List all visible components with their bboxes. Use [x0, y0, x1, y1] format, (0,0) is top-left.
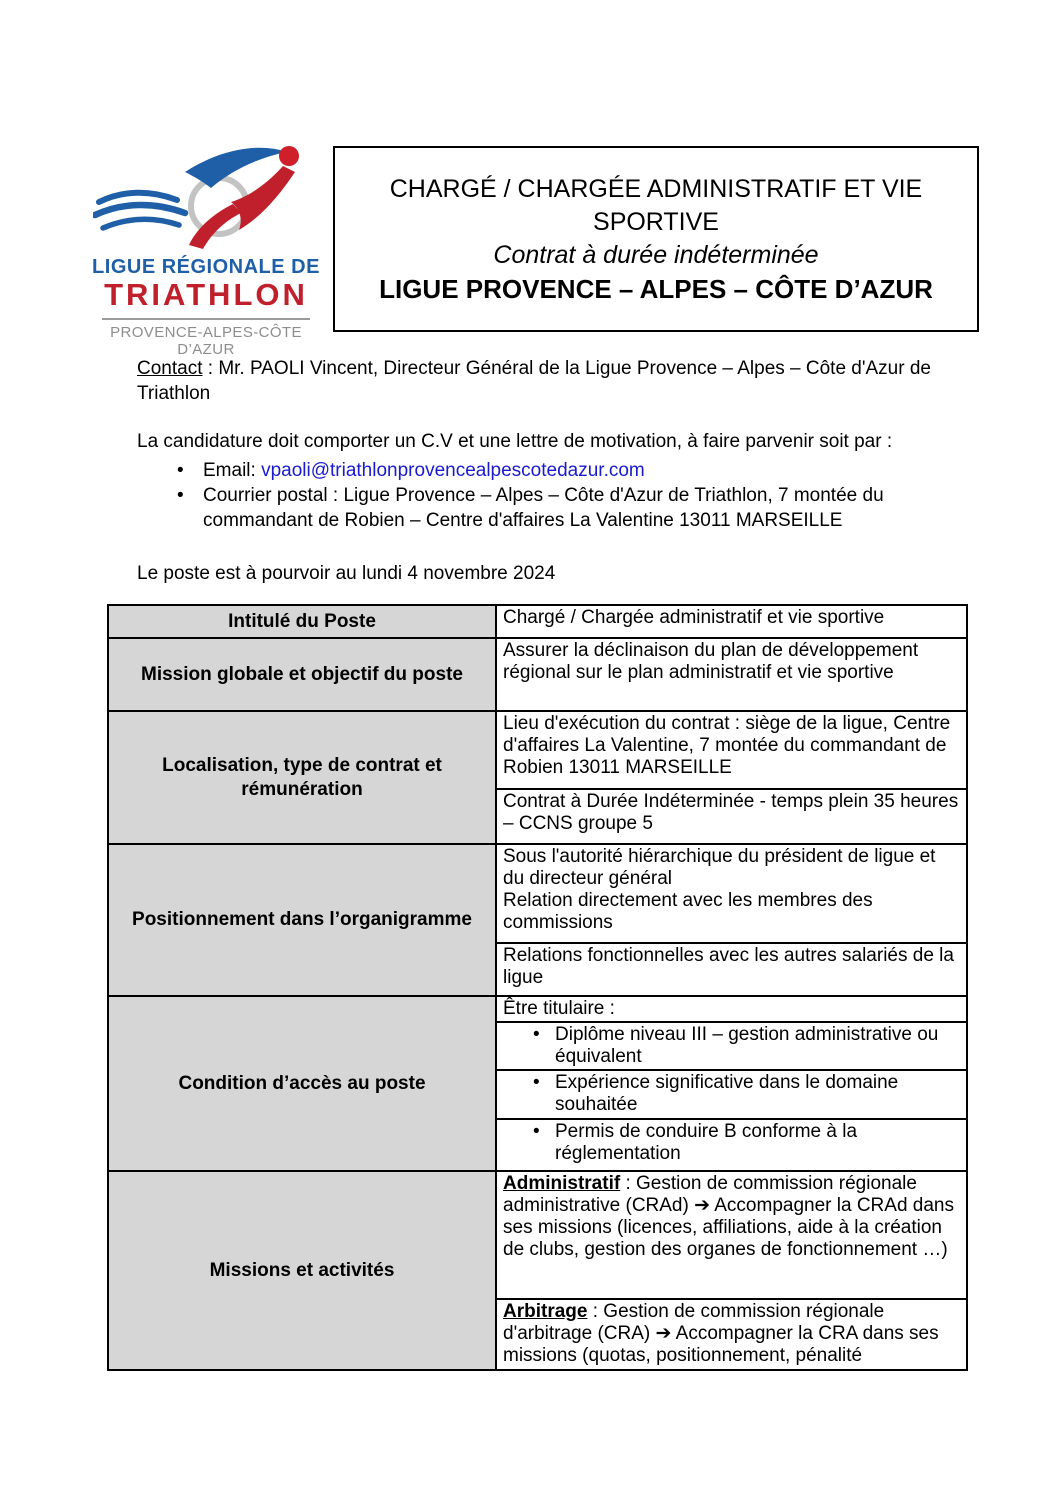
row-header: Positionnement dans l’organigramme	[109, 845, 497, 995]
table-cell: Lieu d'exécution du contrat : siège de la ligue, Centre d'affaires La Valentine, 7 montée du commandant de Robien 13011 MARSEILLE	[497, 712, 966, 790]
table-row	[109, 639, 966, 712]
bullet-icon: •	[177, 485, 184, 506]
table-cell: Relations fonctionnelles avec les autres salariés de la ligue	[503, 945, 954, 988]
contract-type-subtitle: Contrat à durée indéterminée	[493, 240, 819, 269]
logo-text-line3: PROVENCE-ALPES-CÔTE D’AZUR	[110, 323, 302, 358]
row-header: Mission globale et objectif du poste	[109, 639, 497, 710]
cell-lead-word: Administratif	[503, 1173, 621, 1194]
table-cell	[497, 1300, 966, 1369]
table-row	[109, 1172, 966, 1369]
bullet-icon: •	[533, 1072, 540, 1093]
table-cell: Être titulaire :	[497, 997, 966, 1023]
cell-line: Sous l'autorité hiérarchique du président de ligue et du directeur général	[503, 846, 936, 889]
row-header: Condition d’accès au poste	[109, 997, 497, 1170]
postal-address: Courrier postal : Ligue Provence – Alpes – Côte d'Azur de Triathlon, 7 montée du commandant de Robien – Centre d'affaires La Valentine 13011 MARSEILLE	[203, 485, 884, 531]
triathlon-logo-graphic	[93, 142, 319, 254]
bullet-icon: •	[533, 1024, 540, 1045]
table-row	[109, 606, 966, 639]
cell-text: : Gestion de commission régionale d'arbitrage (CRA) ➔ Accompagner la CRA dans ses missions (quotas, positionnement, pénalité	[503, 1301, 939, 1366]
table-row	[109, 997, 966, 1172]
list-item-postal	[137, 483, 987, 533]
cell-text: : Gestion de commission régionale administrative (CRAd) ➔ Accompagner la CRAd dans ses missions (licences, affiliations, aide à la création de clubs, gestion des organes de fonctionnement …)	[503, 1173, 954, 1260]
bullet-text: Diplôme niveau III – gestion administrative ou équivalent	[555, 1024, 939, 1067]
row-header: Localisation, type de contrat et rémunération	[109, 712, 497, 843]
row-header: Missions et activités	[109, 1172, 497, 1369]
contact-text: : Mr. PAOLI Vincent, Directeur Général de la Ligue Provence – Alpes – Côte d'Azur de Triathlon	[137, 358, 931, 404]
table-cell	[497, 1172, 966, 1300]
email-link[interactable]: vpaoli@triathlonprovencealpescotedazur.com	[261, 460, 645, 481]
contact-paragraph	[137, 356, 957, 406]
bullet-text: Expérience significative dans le domaine souhaitée	[555, 1072, 899, 1115]
job-title-box	[333, 146, 979, 332]
league-logo	[86, 142, 326, 358]
contact-label: Contact	[137, 358, 203, 379]
list-item-email	[137, 458, 987, 483]
application-instructions: La candidature doit comporter un C.V et une lettre de motivation, à faire parvenir soit par :	[137, 431, 893, 452]
table-row	[109, 712, 966, 845]
table-row	[109, 845, 966, 997]
cell-line: Relation directement avec les membres des commissions	[503, 890, 873, 933]
application-channels-list	[137, 458, 987, 533]
bullet-text: Permis de conduire B conforme à la réglementation	[555, 1121, 858, 1164]
league-name-title: LIGUE PROVENCE – ALPES – CÔTE D’AZUR	[379, 273, 933, 304]
bullet-icon: •	[177, 460, 184, 481]
intro-section	[137, 356, 987, 586]
job-title: CHARGÉ / CHARGÉE ADMINISTRATIF ET VIE SPORTIVE	[389, 174, 923, 236]
table-cell-bullet	[497, 1120, 966, 1170]
bullet-icon: •	[533, 1121, 540, 1142]
logo-text-line1: LIGUE RÉGIONALE DE	[92, 256, 320, 278]
row-header: Intitulé du Poste	[109, 606, 497, 637]
logo-text-line2: TRIATHLON	[104, 277, 308, 312]
table-cell: Chargé / Chargée administratif et vie sportive	[503, 607, 885, 628]
table-cell	[497, 845, 966, 944]
logo-divider	[102, 318, 310, 320]
table-cell-bullet	[497, 1071, 966, 1120]
cell-lead-word: Arbitrage	[503, 1301, 588, 1322]
table-cell-bullet	[497, 1023, 966, 1071]
email-line	[203, 458, 645, 483]
email-label: Email:	[203, 460, 262, 481]
job-details-table	[107, 604, 968, 1371]
table-cell: Contrat à Durée Indéterminée - temps plein 35 heures – CCNS groupe 5	[503, 791, 959, 834]
start-date-line: Le poste est à pourvoir au lundi 4 novembre 2024	[137, 563, 556, 584]
table-cell: Assurer la déclinaison du plan de développement régional sur le plan administratif et vie sportive	[503, 640, 919, 683]
